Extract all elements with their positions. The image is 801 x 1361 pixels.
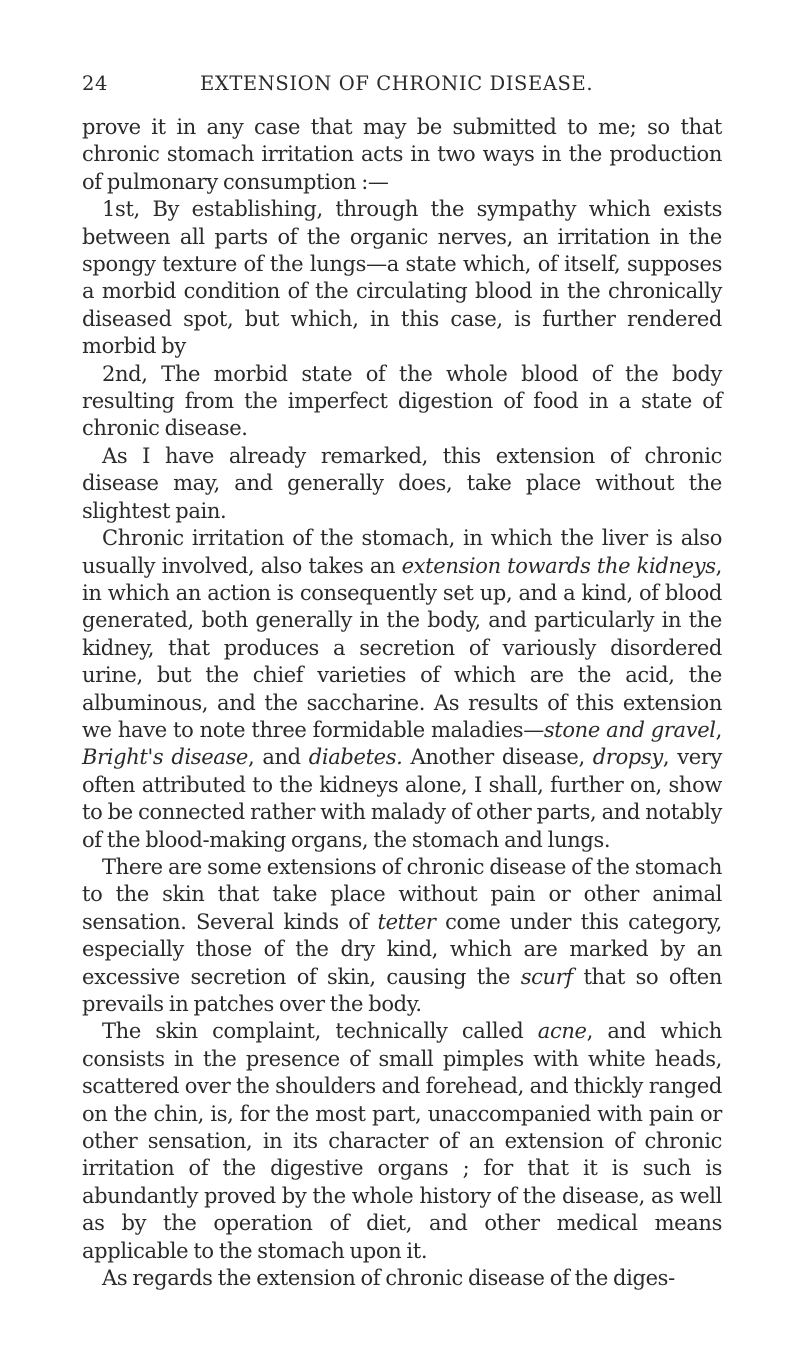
page-header xyxy=(82,70,722,98)
text-run: , xyxy=(715,717,722,742)
paragraph-continued: prove it in any case that may be submitted to me; so that chronic stomach irritation acts in two ways in the production of pulmonary consumption :— xyxy=(82,115,722,194)
italic-term: diabetes. xyxy=(308,745,403,770)
italic-term: scurf xyxy=(520,964,573,989)
body-text xyxy=(82,114,722,1292)
text-run: Chronic irritation of the stomach, in which the liver is also usually involved, also takes an xyxy=(82,526,722,578)
text-run: , and xyxy=(248,745,309,770)
italic-term: dropsy xyxy=(592,745,663,770)
italic-term: acne xyxy=(537,1019,587,1044)
paragraph-second-way: 2nd, The morbid state of the whole blood of the body resulting from the imperfect digestion of food in a state of chronic disease. xyxy=(82,361,722,441)
paragraph-digestive: As regards the extension of chronic disease of the diges- xyxy=(102,1266,675,1291)
text-run: come under this category, especially those of the dry kind, which are marked by an excessive secretion of skin, causing the xyxy=(82,909,722,989)
page-number: 24 xyxy=(82,72,109,95)
italic-term: stone and gravel xyxy=(543,717,716,742)
paragraph-kidneys xyxy=(82,525,722,854)
italic-term: tetter xyxy=(377,909,436,934)
text-run: Another disease, xyxy=(402,745,593,770)
text-run: , and which consists in the presence of small pimples with white heads, scattered over the shoulders and forehead, and thickly ranged on the chin, is, for the most part, unaccompanied with pain or other sensation, in its character of an extension of chronic irritation of the digestive organs ; for that it is such is abundantly proved by the whole history of the disease, as well as by the operation of diet, and other medical means applicable to the stomach upon it. xyxy=(82,1019,722,1263)
paragraph-acne xyxy=(82,1018,722,1265)
italic-term: extension towards the kidneys xyxy=(401,553,716,578)
running-head: EXTENSION OF CHRONIC DISEASE. xyxy=(200,72,594,95)
text-run: There are some extensions of chronic disease of the stomach to the skin that take place without pain or other animal sensation. Several kinds of xyxy=(82,854,722,934)
italic-term: Bright's disease xyxy=(82,745,248,770)
text-run: The skin complaint, technically called xyxy=(102,1019,538,1044)
text-run: , in which an action is consequently set up, and a kind, of blood generated, both generally in the body, and particularly in the kidney, that produces a secretion of variously disordered urine, but the chief varieties of which are the acid, the albuminous, and the saccharine. As results of this extension we have to note three formidable maladies— xyxy=(82,553,722,742)
paragraph-without-pain: As I have already remarked, this extension of chronic disease may, and generally does, take place without the slightest pain. xyxy=(82,443,722,523)
text-run: that so often prevails in patches over the body. xyxy=(82,964,722,1016)
text-run: , very often attributed to the kidneys alone, I shall, further on, show to be connected rather with malady of other parts, and notably of the blood-making organs, the stomach and lungs. xyxy=(82,745,723,852)
paragraph-skin xyxy=(82,854,722,1018)
paragraph-first-way: 1st, By establishing, through the sympathy which exists between all parts of the organic nerves, an irritation in the spongy texture of the lungs—a state which, of itself, supposes a morbid condition of the circulating blood in the chronically diseased spot, but which, in this case, is further rendered morbid by xyxy=(82,197,722,359)
